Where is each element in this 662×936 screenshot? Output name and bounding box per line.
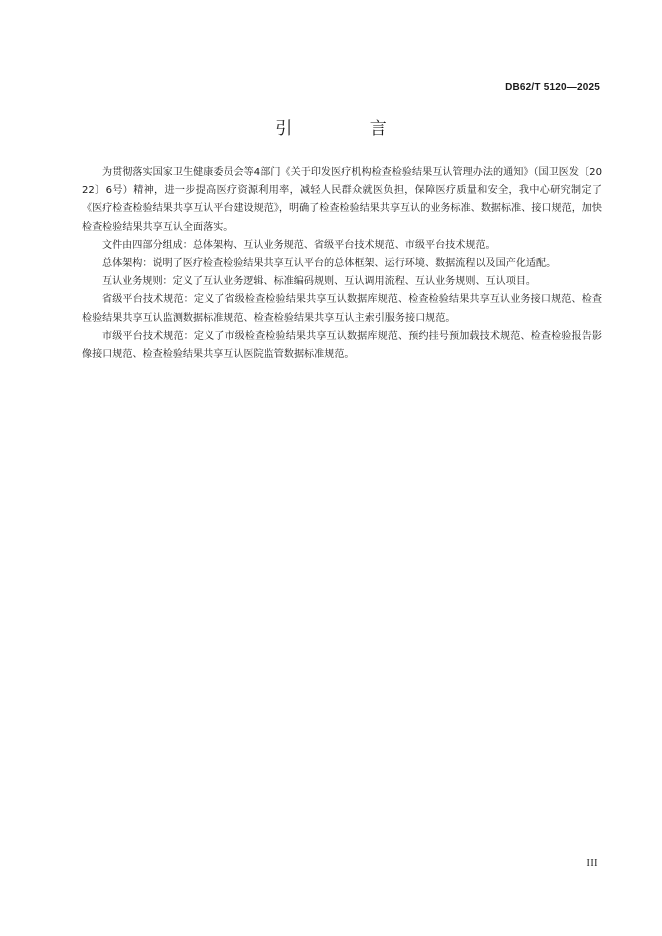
- paragraph-provincial-platform-spec: 省级平台技术规范：定义了省级检查检验结果共享互认数据库规范、检查检验结果共享互认业务接口规范、检查检验结果共享互认监测数据标准规范、检查检验结果共享互认主索引服务接口规范。: [82, 294, 602, 324]
- page-number: III: [586, 858, 598, 869]
- document-code: DB62/T 5120—2025: [505, 82, 600, 93]
- page-title: 引 言: [275, 119, 423, 139]
- paragraph-mutual-recognition-rules: 互认业务规则：定义了互认业务逻辑、标准编码规则、互认调用流程、互认业务规则、互认项目。: [102, 276, 537, 288]
- paragraph-overall-architecture: 总体架构：说明了医疗检查检验结果共享互认平台的总体框架、运行环境、数据流程以及国产化适配。: [102, 258, 557, 270]
- introduction-body: [82, 164, 602, 364]
- paragraph-purpose: 为贯彻落实国家卫生健康委员会等4部门《关于印发医疗机构检查检验结果互认管理办法的通知》（国卫医发〔2022〕6号）精神，进一步提高医疗资源利用率，减轻人民群众就医负担，保障医疗质量和安全，我中心研究制定了《医疗检查检验结果共享互认平台建设规范》，明确了检查检验结果共享互认的业务标准、数据标准、接口规范，加快检查检验结果共享互认全面落实。: [82, 167, 602, 233]
- paragraph-municipal-platform-spec: 市级平台技术规范：定义了市级检查检验结果共享互认数据库规范、预约挂号预加载技术规范、检查检验报告影像接口规范、检查检验结果共享互认医院监管数据标准规范。: [82, 330, 602, 361]
- paragraph-structure: 文件由四部分组成：总体架构、互认业务规范、省级平台技术规范、市级平台技术规范。: [102, 239, 496, 251]
